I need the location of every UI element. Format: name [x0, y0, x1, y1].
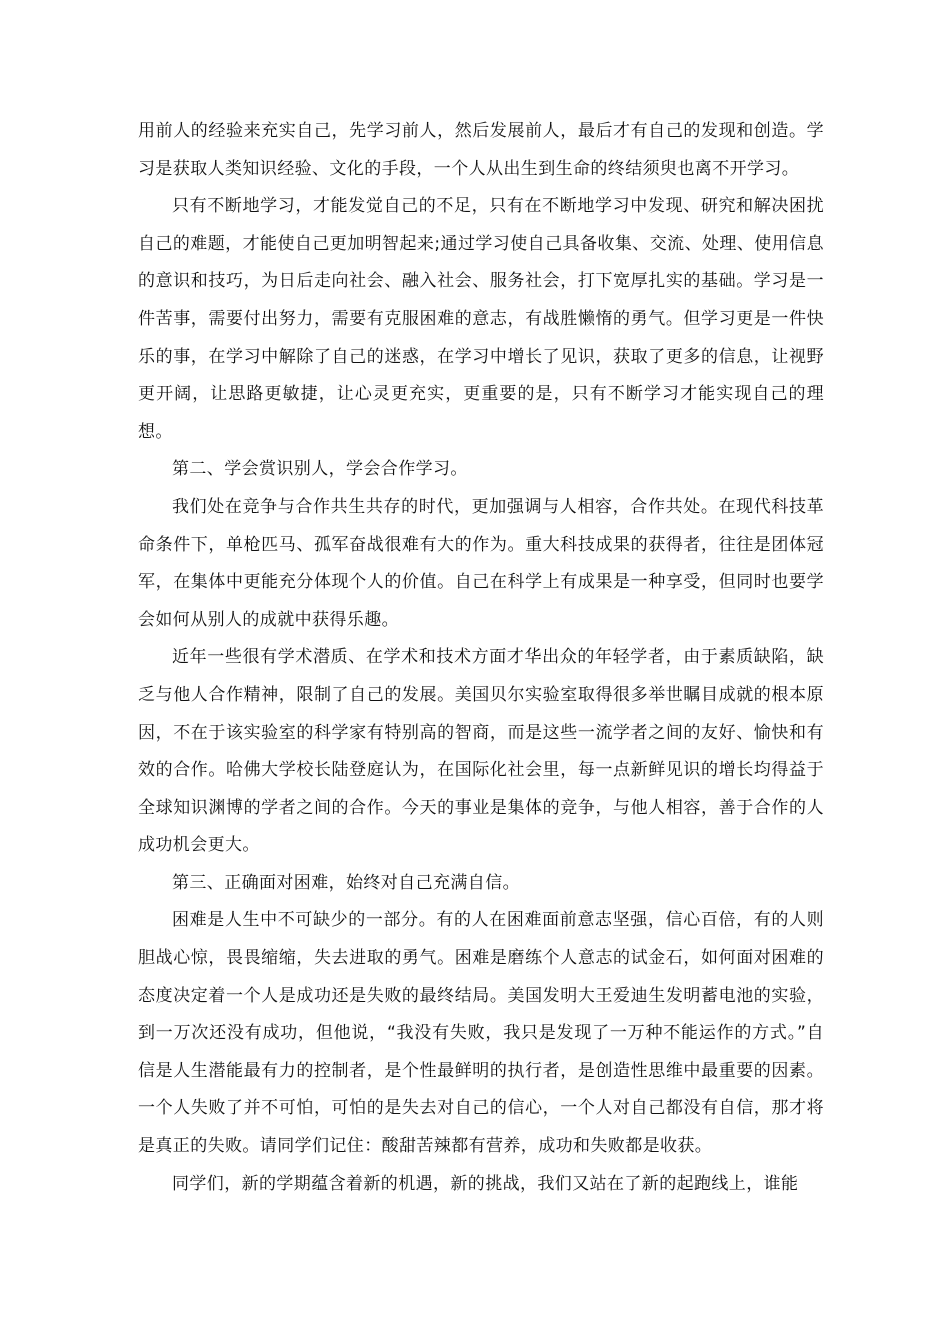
paragraph-closing: 同学们，新的学期蕴含着新的机遇，新的挑战，我们又站在了新的起跑线上，谁能 — [172, 1173, 799, 1194]
paragraph-difficulty: 困难是人生中不可缺少的一部分。有的人在困难面前意志坚强，信心百倍，有的人则胆战心惊，畏畏缩缩，失去进取的勇气。困难是磨练个人意志的试金石，如何面对困难的态度决定着一个人是成功还是失败的最终结局。美国发明大王爱迪生发明蓄电池的实验，到一万次还没有成功，但他说，“我没有失败，我只是发现了一万种不能运作的方式。”自信是人生潜能最有力的控制者，是个性最鲜明的执行者，是创造性思维中最重要的因素。一个人失败了并不可怕，可怕的是失去对自己的信心，一个人对自己都没有自信，那才将是真正的失败。请同学们记住：酸甜苦辣都有营养，成功和失败都是收获。 — [138, 910, 824, 1157]
paragraph-learning: 只有不断地学习，才能发觉自己的不足，只有在不断地学习中发现、研究和解决困扰自己的难题，才能使自己更加明智起来;通过学习使自己具备收集、交流、处理、使用信息的意识和技巧，为日后走向社会、融入社会、服务社会，打下宽厚扎实的基础。学习是一件苦事，需要付出努力，需要有克服困难的意志，有战胜懒惰的勇气。但学习更是一件快乐的事，在学习中解除了自己的迷惑，在学习中增长了见识，获取了更多的信息，让视野更开阔，让思路更敏捷，让心灵更充实，更重要的是，只有不断学习才能实现自己的理想。 — [138, 196, 824, 442]
section-heading-third: 第三、正确面对困难，始终对自己充满自信。 — [172, 872, 520, 893]
paragraph-scholars: 近年一些很有学术潜质、在学术和技术方面才华出众的年轻学者，由于素质缺陷，缺乏与他人合作精神，限制了自己的发展。美国贝尔实验室取得很多举世瞩目成就的根本原因，不在于该实验室的科学家有特别高的智商，而是这些一流学者之间的友好、愉快和有效的合作。哈佛大学校长陆登庭认为，在国际化社会里，每一点新鲜见识的增长均得益于全球知识渊博的学者之间的合作。今天的事业是集体的竞争，与他人相容，善于合作的人成功机会更大。 — [138, 647, 824, 856]
section-heading-second: 第二、学会赏识别人，学会合作学习。 — [172, 459, 468, 480]
document-body — [138, 113, 824, 1203]
paragraph-cooperation: 我们处在竞争与合作共生共存的时代，更加强调与人相容，合作共处。在现代科技革命条件下，单枪匹马、孤军奋战很难有大的作为。重大科技成果的获得者，往往是团体冠军，在集体中更能充分体现个人的价值。自己在科学上有成果是一种享受，但同时也要学会如何从别人的成就中获得乐趣。 — [138, 496, 824, 630]
paragraph-continuation: 用前人的经验来充实自己，先学习前人，然后发展前人，最后才有自己的发现和创造。学习是获取人类知识经验、文化的手段，一个人从出生到生命的终结须臾也离不开学习。 — [138, 121, 824, 179]
